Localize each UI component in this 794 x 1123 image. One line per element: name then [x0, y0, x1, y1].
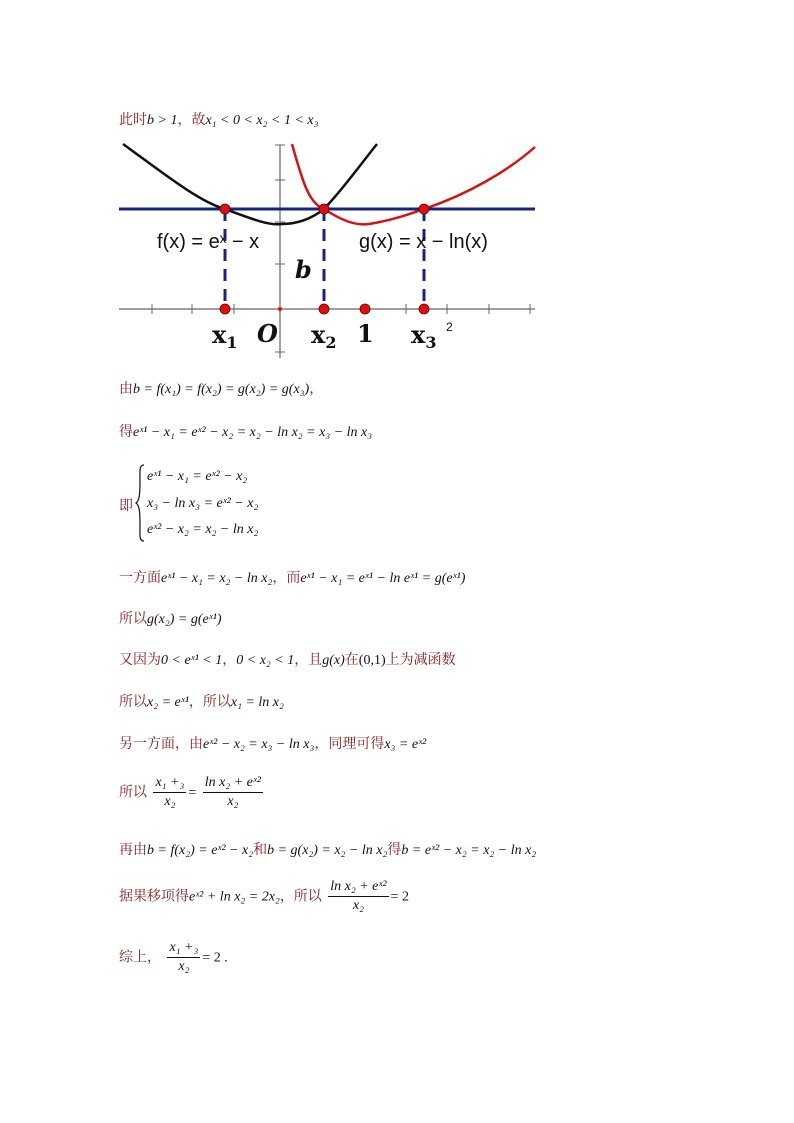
text: ，同理可得 — [314, 736, 385, 752]
text: 所以 — [119, 784, 147, 801]
math: eˣ² − x₂ = x₂ − ln x₂ — [147, 522, 259, 537]
origin-point — [278, 307, 282, 311]
text: ，故 — [177, 112, 206, 128]
text: 和 — [253, 842, 268, 858]
text: ， — [222, 652, 237, 668]
math: = 2 . — [202, 950, 228, 966]
text: 综上， — [119, 949, 161, 966]
text: 再由 — [119, 842, 147, 858]
line-one-hand — [119, 567, 465, 587]
text: ， — [309, 381, 324, 397]
text: 此时 — [119, 112, 147, 128]
text: 所以 — [119, 611, 147, 627]
math: b > 1 — [147, 113, 178, 128]
line-system-label — [119, 495, 133, 515]
text: 得 — [387, 842, 402, 858]
two-label: 2 — [446, 320, 453, 334]
left-brace — [135, 464, 145, 542]
math: x₁ < 0 < x₂ < 1 < x₃ — [205, 113, 319, 128]
line-ratio — [119, 774, 265, 811]
text: ，且 — [294, 652, 323, 668]
math: x₃ = eˣ² — [384, 737, 427, 752]
text: 又因为 — [119, 652, 161, 668]
line-b-def — [119, 378, 323, 398]
math: 0 < eˣ¹ < 1 — [161, 653, 223, 668]
text: ，所以 — [279, 888, 322, 905]
math: x₂ = eˣ¹ — [147, 695, 189, 710]
math: eˣ² + ln x₂ = 2x₂ — [189, 889, 280, 905]
x1-label: $x_1$ — [212, 320, 238, 352]
x3-label: $x_3$ — [411, 320, 437, 352]
math: = 2 — [390, 889, 409, 905]
math: = — [188, 785, 197, 801]
text: 由 — [119, 381, 133, 397]
system-eq-2 — [147, 495, 258, 512]
text: ，所以 — [188, 694, 231, 710]
f-label: f(x) = eˣ − x — [157, 231, 260, 253]
f-curve — [123, 144, 377, 224]
text: 据果移项得 — [119, 888, 189, 905]
text: 上为减函数 — [385, 652, 456, 668]
line-x2-result — [119, 691, 284, 711]
fraction: $\frac{\text{x₁ +₃}}{\text{x₂}}$ — [169, 940, 199, 974]
function-graph — [119, 140, 539, 365]
math: eˣ¹ − x₁ = eˣ¹ − ln eˣ¹ = g(eˣ¹) — [300, 571, 466, 586]
line-g-equal — [119, 608, 222, 628]
text: 即 — [119, 498, 133, 514]
origin-label: O — [257, 319, 278, 348]
math: x₃ − ln x₃ = eˣ² − x₂ — [147, 496, 259, 511]
math: eˣ¹ − x₁ = x₂ − ln x₂ — [161, 571, 273, 586]
math: (0,1) — [358, 653, 386, 668]
math: 0 < x₂ < 1 — [236, 653, 295, 668]
math: g(x₂) = g(eˣ¹) — [147, 612, 222, 627]
fraction: $\frac{\text{x₁ +₃}}{\text{x₂}}$ — [155, 775, 185, 809]
text: 另一方面，由 — [119, 736, 203, 752]
line-chain — [119, 421, 372, 441]
dashed-verticals — [225, 209, 424, 309]
fraction: $\frac{\text{ln x₂ + eˣ²}}{\text{x₂}}$ — [330, 879, 387, 913]
line-decreasing — [119, 649, 456, 669]
math: eˣ¹ − x₁ = eˣ² − x₂ = x₂ − ln x₂ = x₃ − ln x₃ — [133, 425, 373, 440]
text: 一方面 — [119, 570, 161, 586]
text: 在 — [344, 652, 359, 668]
system-eq-1 — [147, 468, 247, 485]
line-rearrange — [119, 878, 409, 915]
math: b = f(x₂) = eˣ² − x₂ — [147, 843, 254, 858]
line-other-hand — [119, 733, 426, 753]
text: ，而 — [272, 570, 301, 586]
b-label: b — [295, 255, 312, 284]
one-label: 1 — [357, 319, 374, 348]
system-eq-3 — [147, 521, 258, 538]
line-conclusion — [119, 939, 228, 976]
x2-label: $x_2$ — [311, 320, 337, 352]
g-curve — [292, 144, 535, 224]
math: eˣ¹ − x₁ = eˣ² − x₂ — [147, 469, 248, 484]
g-label: g(x) = x − ln(x) — [359, 231, 488, 253]
math: x₁ = ln x₂ — [230, 695, 284, 710]
math: b = g(x₂) = x₂ − ln x₂ — [267, 843, 388, 858]
text: 所以 — [119, 694, 147, 710]
line-b-again — [119, 839, 536, 859]
math: eˣ² − x₂ = x₃ − ln x₃ — [203, 737, 315, 752]
line-condition — [119, 109, 319, 129]
math: b = eˣ² − x₂ = x₂ − ln x₂ — [401, 843, 537, 858]
text: 得 — [119, 424, 133, 440]
math: g(x) — [322, 653, 345, 668]
math: b = f(x₁) = f(x₂) = g(x₂) = g(x₃) — [133, 382, 310, 397]
fraction: $\frac{\text{ln x₂ + eˣ²}}{\text{x₂}}$ — [204, 775, 261, 809]
